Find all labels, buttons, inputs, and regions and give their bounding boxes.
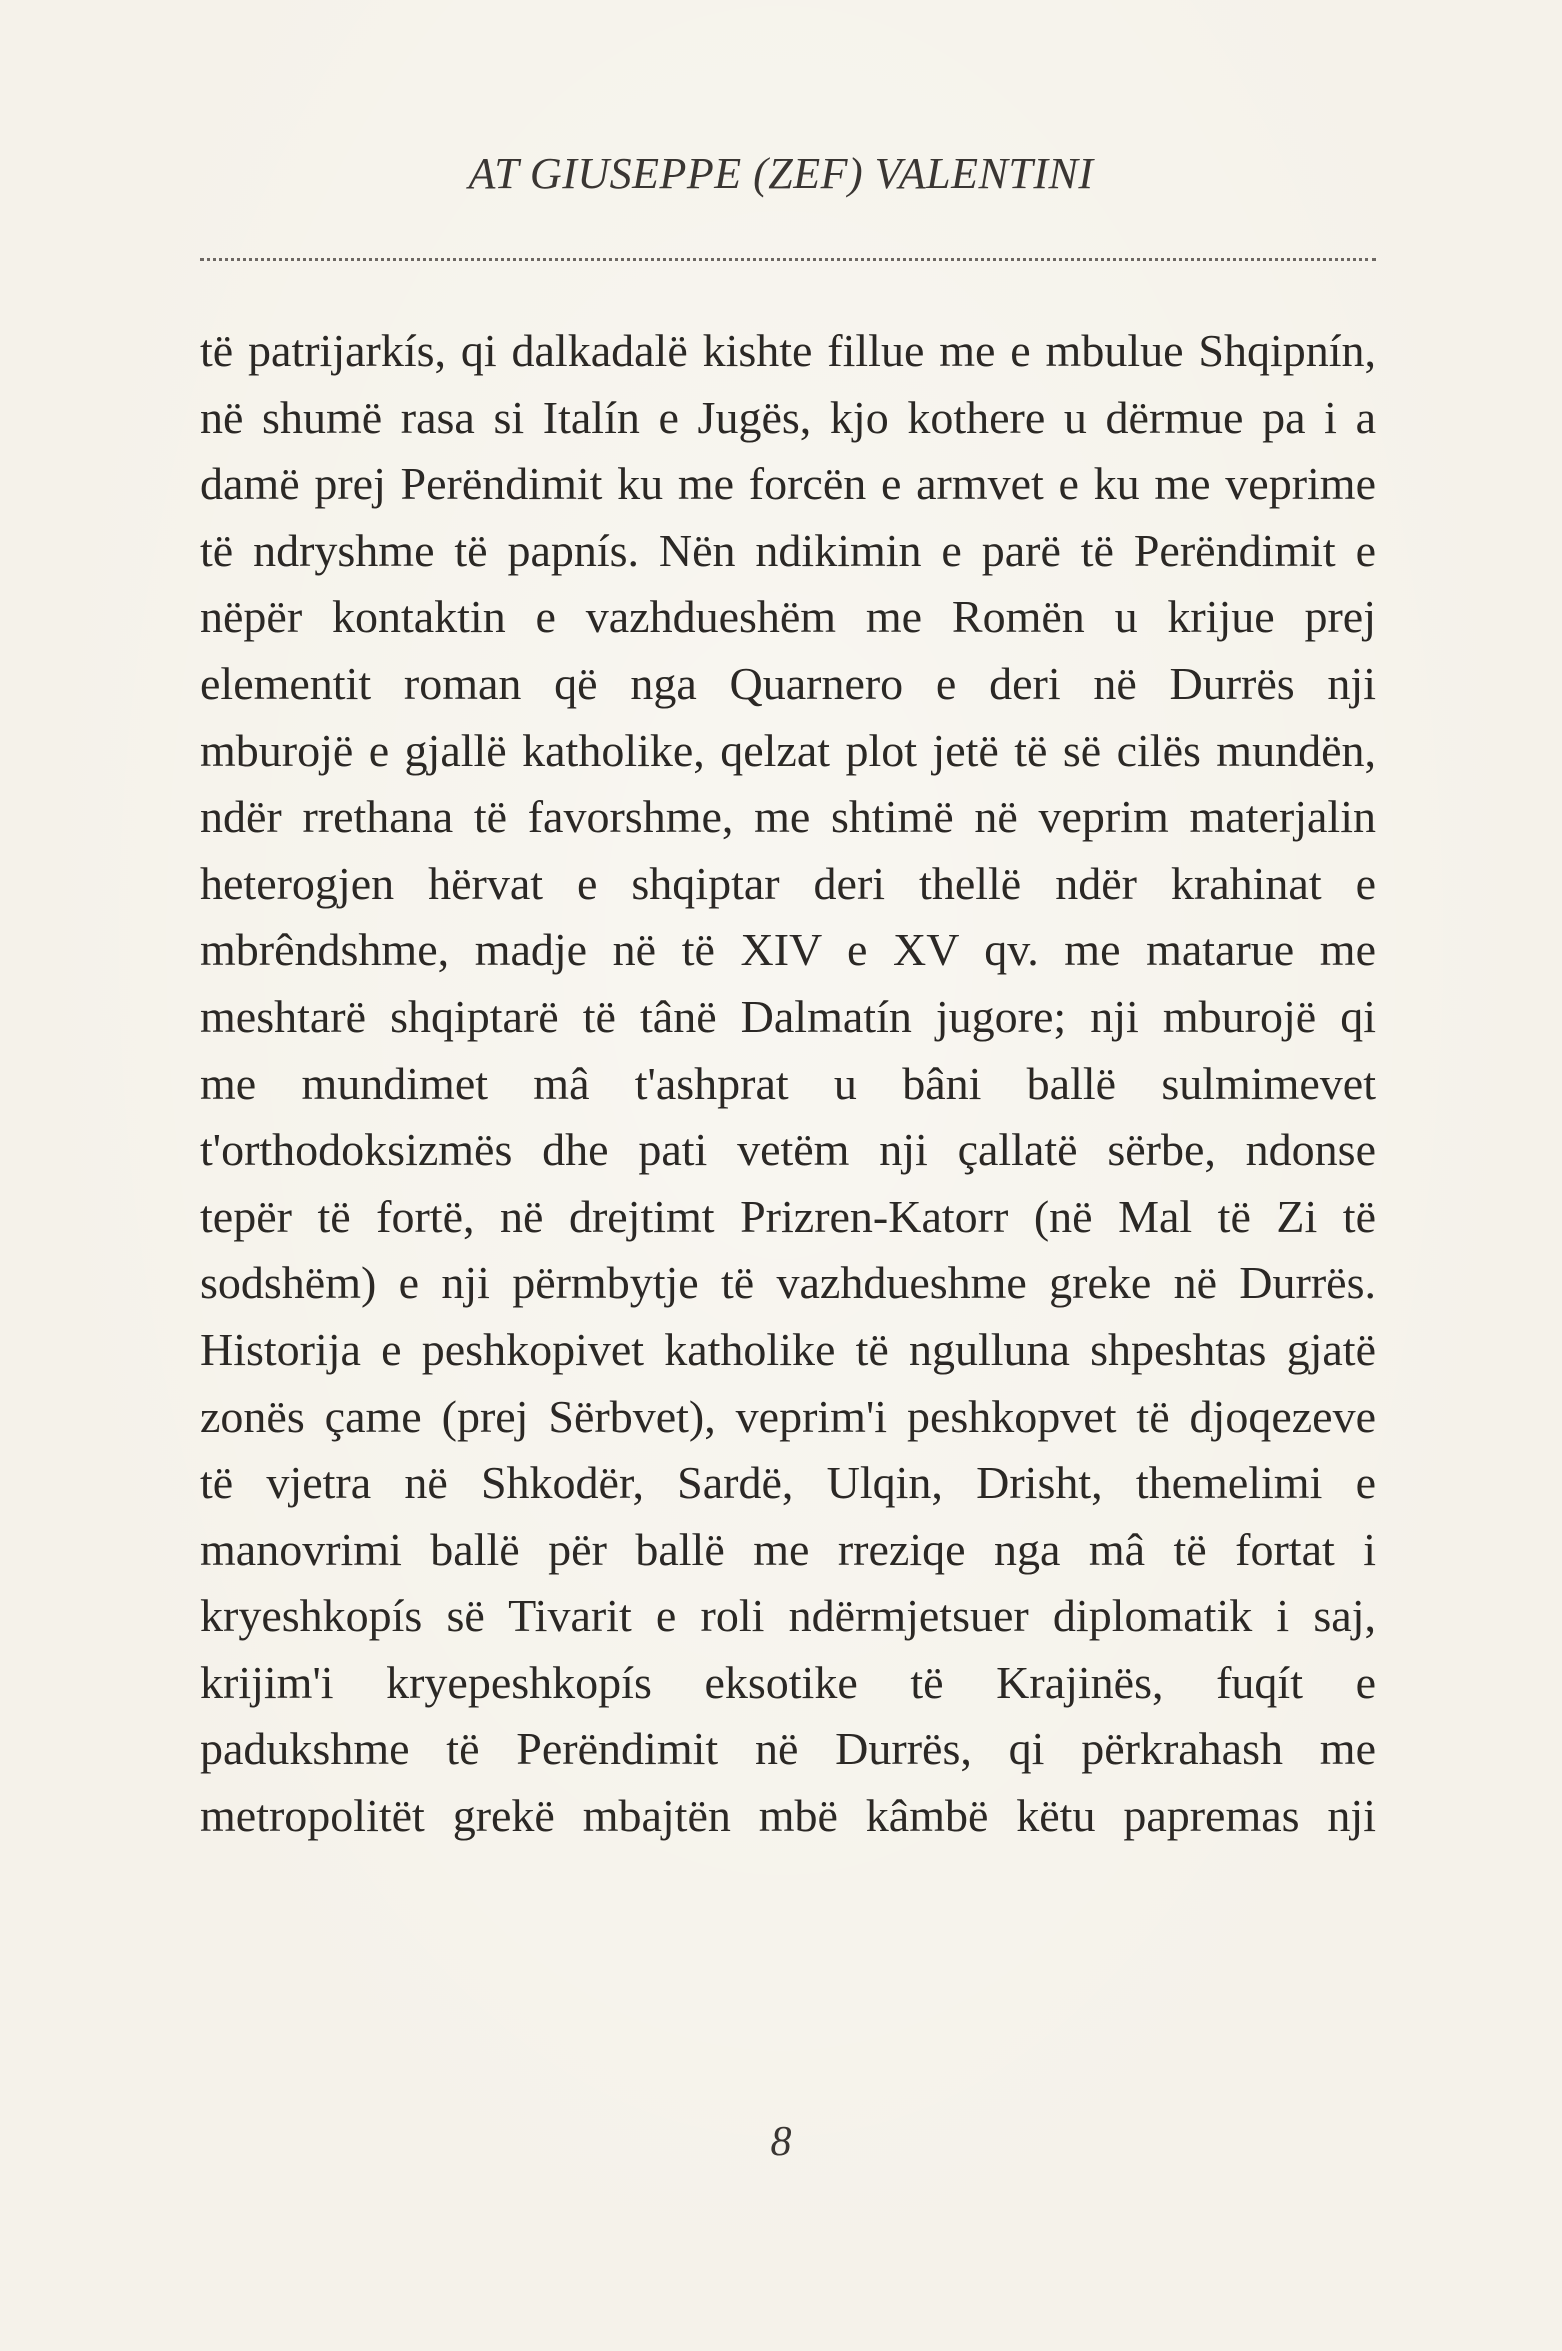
text-line: nëpër kontaktin e vazhdueshëm me Romën u krijue prej (200, 591, 1376, 643)
running-head: AT GIUSEPPE (ZEF) VALENTINI (468, 149, 1094, 198)
text-line: të ndryshme të papnís. Nën ndikimin e parë të Perëndimit e (200, 524, 1376, 576)
text-line: elementit roman që nga Quarnero e deri në Durrës nji (200, 657, 1376, 709)
text-line: metropolitët grekë mbajtën mbë kâmbë këtu papremas nji (200, 1790, 1376, 1842)
text-line: heterogjen hërvat e shqiptar deri thellë ndër krahinat e (200, 857, 1376, 909)
text-line: meshtarë shqiptarë të tânë Dalmatín jugore; nji mburojë qi (200, 990, 1376, 1042)
text-line: sodshëm) e nji përmbytje të vazhdueshme greke në Durrës. (200, 1257, 1376, 1309)
body-text (200, 318, 1376, 1850)
text-line: të vjetra në Shkodër, Sardë, Ulqin, Drisht, themelimi e (200, 1457, 1376, 1509)
text-line: mbrêndshme, madje në të XIV e XV qv. me matarue me (200, 924, 1376, 976)
page-number: 8 (770, 2119, 792, 2165)
text-line: ndër rrethana të favorshme, me shtimë në veprim materjalin (200, 791, 1376, 843)
text-line: Historija e peshkopivet katholike të ngulluna shpeshtas gjatë (200, 1323, 1376, 1375)
text-line: në shumë rasa si Italín e Jugës, kjo kothere u dërmue pa i a (200, 391, 1376, 443)
text-line: manovrimi ballë për ballë me rreziqe nga mâ të fortat i (200, 1523, 1376, 1575)
text-line: me mundimet mâ t'ashprat u bâni ballë sulmimevet (200, 1057, 1376, 1109)
dotted-divider (200, 258, 1376, 261)
text-line: tepër të fortë, në drejtimt Prizren-Katorr (në Mal të Zi të (200, 1190, 1376, 1242)
text-line: damë prej Perëndimit ku me forcën e armvet e ku me veprime (200, 458, 1376, 510)
text-line: padukshme të Perëndimit në Durrës, qi përkrahash me (200, 1723, 1376, 1775)
text-line: mburojë e gjallë katholike, qelzat plot jetë të së cilës mundën, (200, 724, 1376, 776)
text-line: t'orthodoksizmës dhe pati vetëm nji çallatë sërbe, ndonse (200, 1124, 1376, 1176)
text-line: krijim'i kryepeshkopís eksotike të Krajinës, fuqít e (200, 1656, 1376, 1708)
text-line: kryeshkopís së Tivarit e roli ndërmjetsuer diplomatik i saj, (200, 1590, 1376, 1642)
text-line: të patrijarkís, qi dalkadalë kishte fillue me e mbulue Shqipnín, (200, 325, 1376, 376)
text-line: zonës çame (prej Sërbvet), veprim'i peshkopvet të djoqezeve (200, 1390, 1376, 1442)
